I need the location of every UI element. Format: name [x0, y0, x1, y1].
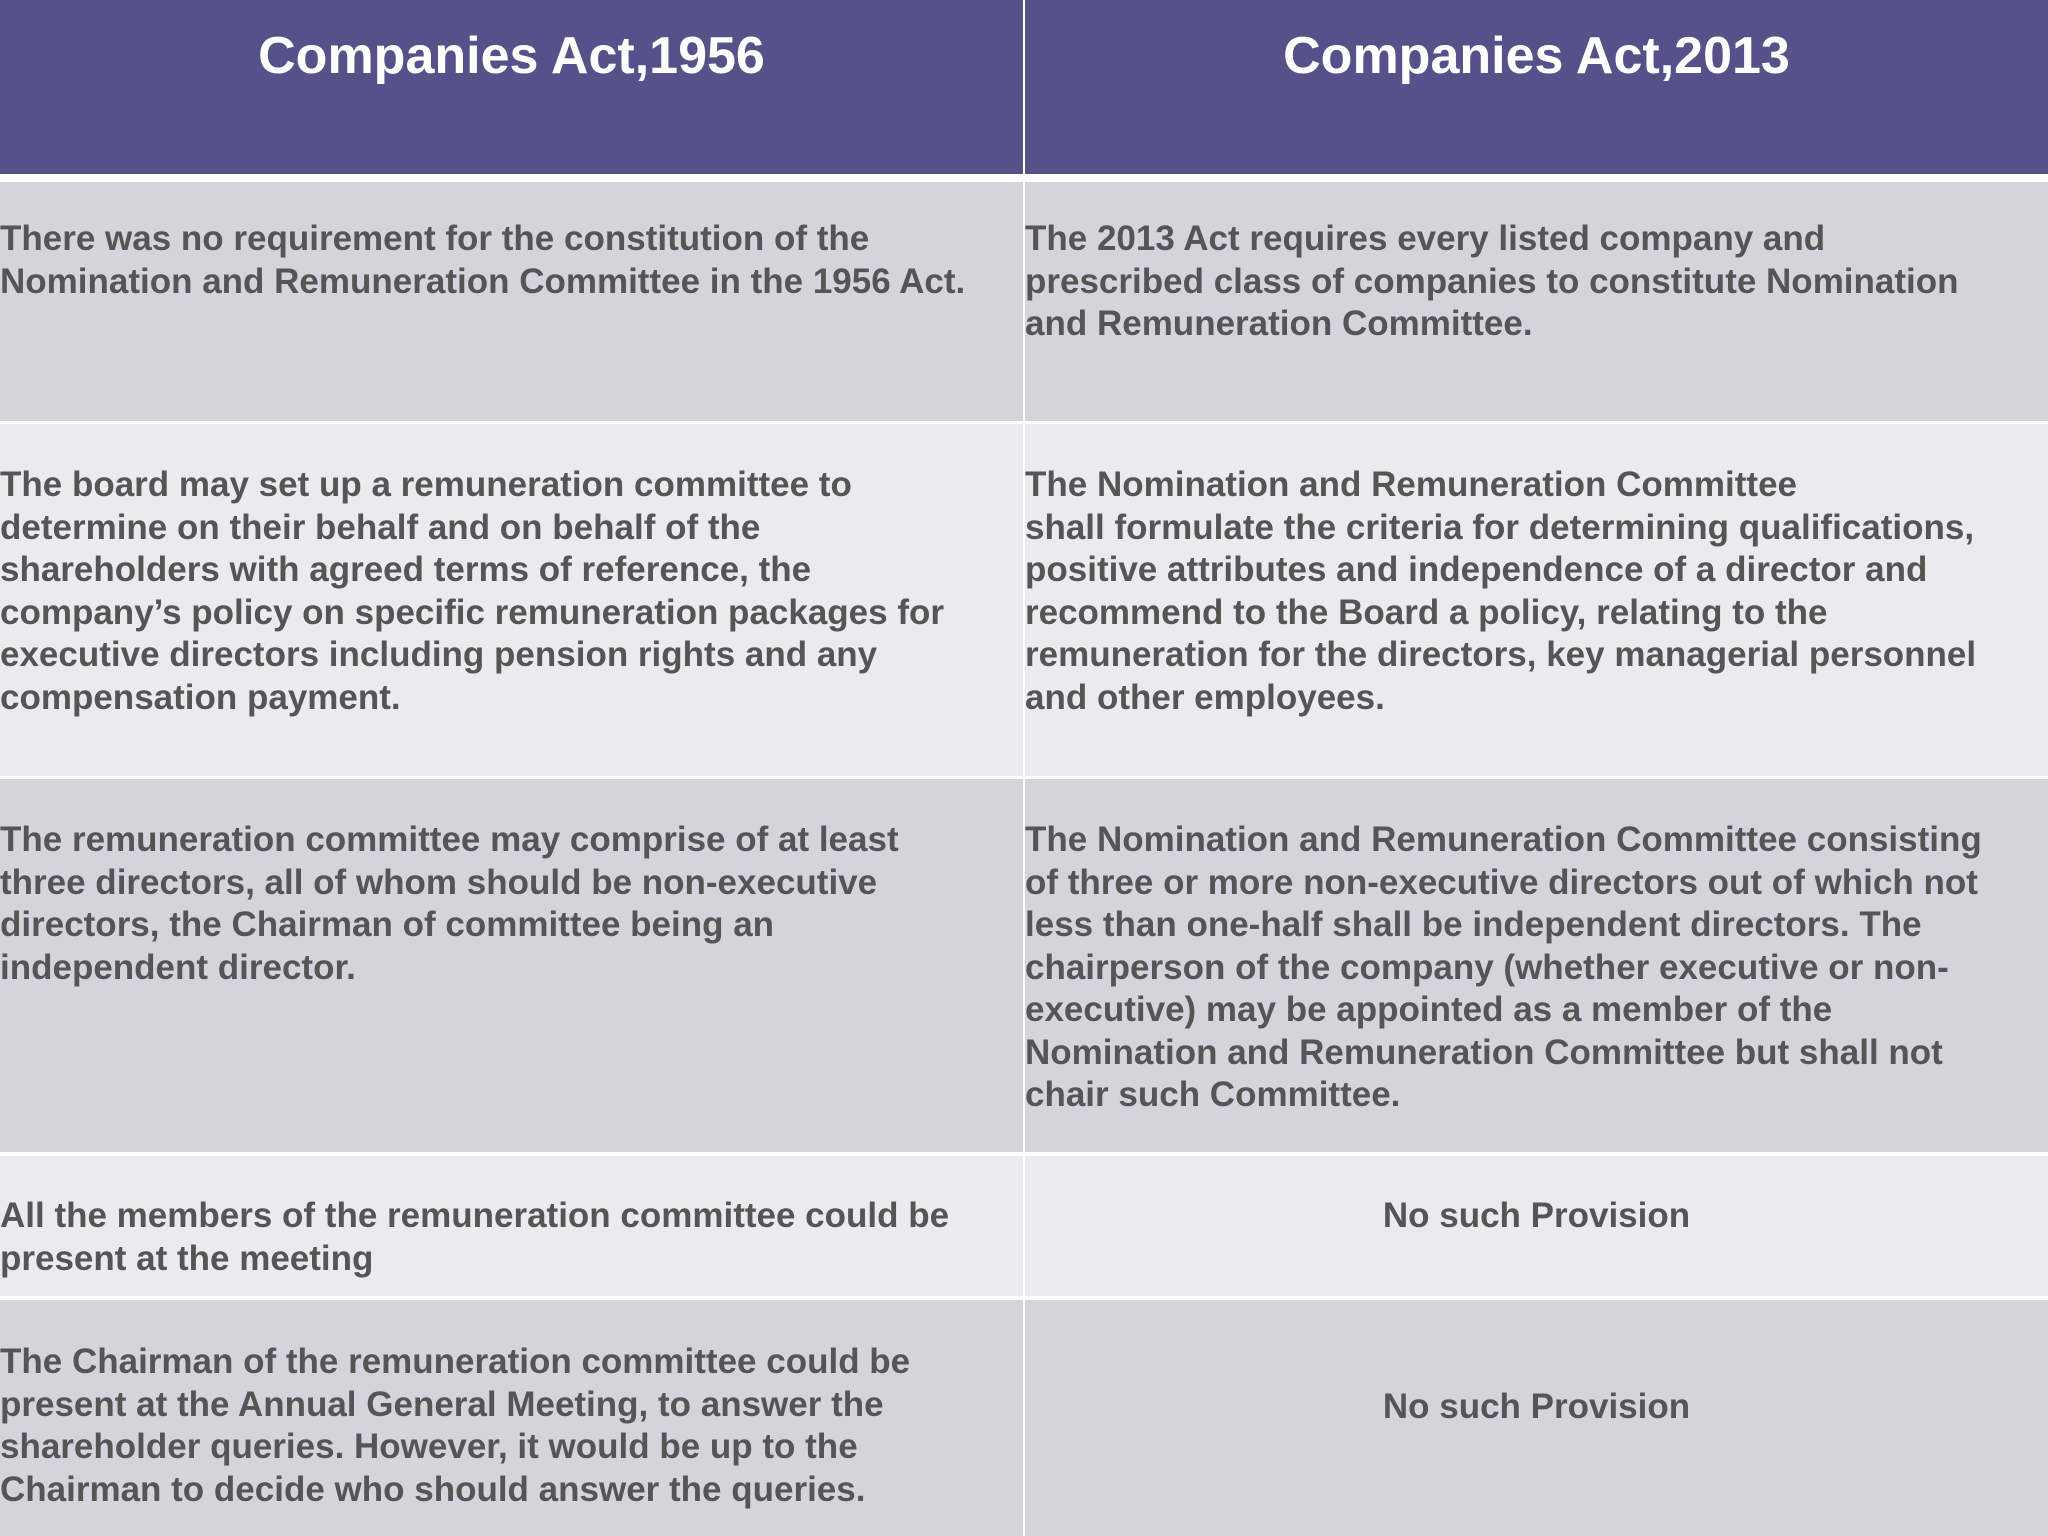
row1-2013 [1025, 182, 2048, 421]
row3-1956 [0, 779, 1023, 1152]
row5-2013-line: No such Provision [1382, 1387, 1691, 1426]
row3-1956-line: The remuneration committee may comprise of at least [0, 820, 899, 859]
row5-1956-line: shareholder queries. However, it would be up to the [0, 1427, 858, 1466]
row4-1956-line: present at the meeting [0, 1238, 374, 1278]
row1-2013-line: The 2013 Act requires every listed company and [1025, 219, 1826, 258]
row1-1956-line: There was no requirement for the constitution of the [0, 219, 870, 258]
header-2013-label: Companies Act,2013 [1283, 27, 1790, 85]
row2-2013-line: remuneration for the directors, key managerial personnel [1025, 635, 1977, 674]
row1-1956 [0, 182, 1023, 421]
row3-2013 [1025, 779, 2048, 1152]
row2-1956-line: company’s policy on specific remuneration packages for [0, 592, 944, 632]
row3-2013-line: executive) may be appointed as a member of the [1025, 990, 1833, 1029]
row3-2013-line: chairperson of the company (whether executive or non- [1025, 947, 1949, 987]
row3-2013-line: The Nomination and Remuneration Committee consisting [1025, 820, 1982, 859]
header-2013 [1025, 0, 2048, 174]
row3-1956-line: three directors, all of whom should be non-executive [0, 862, 878, 902]
row5-1956-line: present at the Annual General Meeting, to answer the [0, 1384, 884, 1424]
header-1956-label: Companies Act,1956 [258, 27, 765, 85]
row4-1956-line: All the members of the remuneration committee could be [0, 1196, 950, 1235]
row3-1956-line: independent director. [0, 947, 356, 987]
row5-1956-line: Chairman to decide who should answer the queries. [0, 1469, 866, 1509]
row2-1956-line: The board may set up a remuneration committee to [0, 465, 852, 504]
row1-2013-line: and Remuneration Committee. [1025, 304, 1533, 343]
row5-1956 [0, 1300, 1023, 1536]
row3-2013-line: Nomination and Remuneration Committee but shall not [1025, 1032, 1943, 1072]
row2-1956-line: executive directors including pension rights and any [0, 635, 878, 674]
row2-2013 [1025, 424, 2048, 776]
header-1956 [0, 0, 1023, 174]
row3-1956-line: directors, the Chairman of committee being an [0, 905, 775, 944]
row2-1956 [0, 424, 1023, 776]
row5-1956-line: The Chairman of the remuneration committee could be [0, 1342, 911, 1381]
row5-2013 [1025, 1300, 2048, 1536]
row2-1956-line: determine on their behalf and on behalf of the [0, 507, 761, 547]
row2-2013-line: and other employees. [1025, 677, 1385, 717]
row3-2013-line: chair such Committee. [1025, 1075, 1401, 1114]
row2-2013-line: positive attributes and independence of a director and [1025, 550, 1928, 589]
row4-1956 [0, 1156, 1023, 1296]
row3-2013-line: less than one-half shall be independent directors. The [1025, 905, 1922, 944]
row3-2013-line: of three or more non-executive directors out of which not [1025, 862, 1978, 902]
row2-2013-line: recommend to the Board a policy, relating to the [1025, 592, 1828, 632]
row1-2013-line: prescribed class of companies to constitute Nomination [1025, 261, 1959, 301]
row2-2013-line: shall formulate the criteria for determining qualifications, [1025, 507, 1975, 547]
row1-1956-line: Nomination and Remuneration Committee in the 1956 Act. [0, 261, 966, 301]
row2-2013-line: The Nomination and Remuneration Committee [1025, 465, 1797, 504]
row4-2013 [1025, 1156, 2048, 1296]
row2-1956-line: compensation payment. [0, 677, 401, 717]
row2-1956-line: shareholders with agreed terms of reference, the [0, 550, 812, 589]
row4-2013-line: No such Provision [1382, 1196, 1691, 1235]
